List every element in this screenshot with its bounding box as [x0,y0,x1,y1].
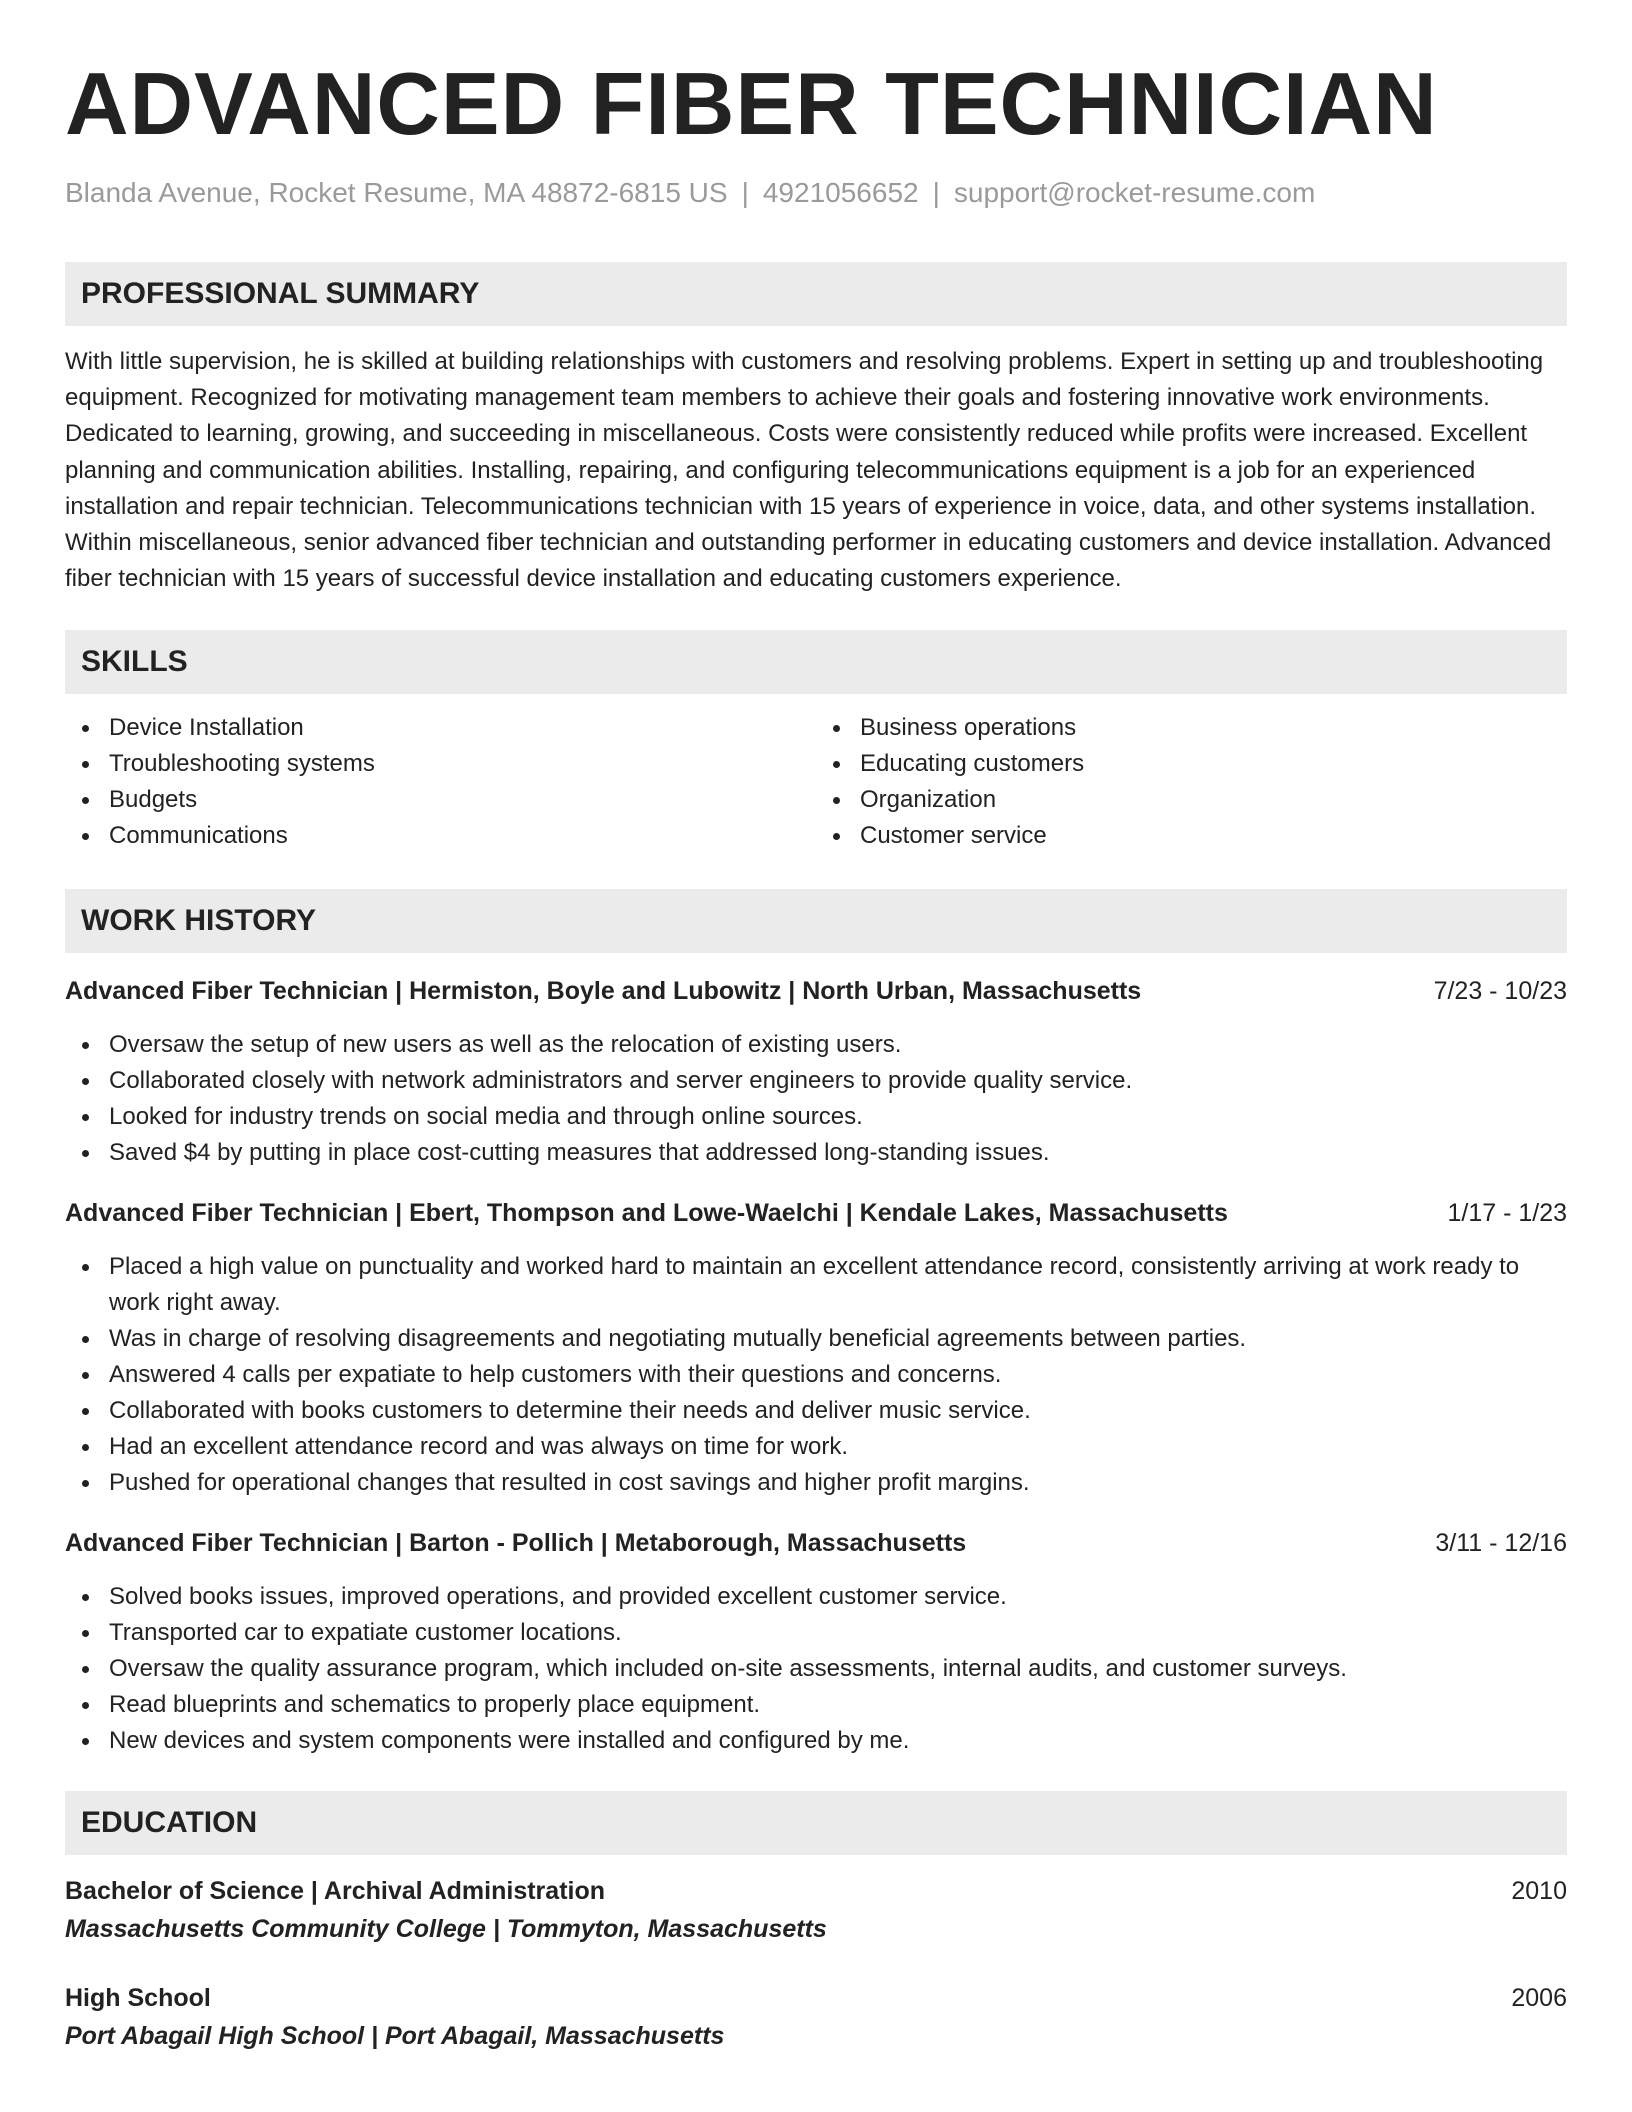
education-degree: High School [65,1984,211,2013]
contact-separator: | [932,177,940,208]
job-bullet: Answered 4 calls per expatiate to help customers with their questions and concerns. [65,1357,1567,1393]
section-heading-summary: PROFESSIONAL SUMMARY [65,262,1567,326]
education-school: Massachusetts Community College | Tommyton, Massachusetts [65,1915,827,1944]
job-bullet: Read blueprints and schematics to properly place equipment. [65,1687,1567,1723]
job-header [65,1525,1567,1561]
job-bullet: Looked for industry trends on social media and through online sources. [65,1099,1567,1135]
skills-list [65,710,1567,854]
contact-separator: | [741,177,749,208]
job-bullet: Had an excellent attendance record and was always on time for work. [65,1429,1567,1465]
job-bullet: Was in charge of resolving disagreements and negotiating mutually beneficial agreements between parties. [65,1321,1567,1357]
job-entry [65,973,1567,1171]
skills-column-right [816,710,1567,854]
job-entry [65,1195,1567,1501]
skill-item: Communications [65,818,816,854]
job-bullet: Placed a high value on punctuality and worked hard to maintain an excellent attendance record, consistently arriving at work ready to work right away. [65,1249,1567,1321]
section-heading-education: EDUCATION [65,1791,1567,1855]
job-entry [65,1525,1567,1759]
job-bullet: Collaborated with books customers to determine their needs and deliver music service. [65,1393,1567,1429]
education-year: 2010 [1511,1877,1567,1906]
job-dates: 7/23 - 10/23 [1433,977,1567,1006]
job-bullet: Oversaw the setup of new users as well as the relocation of existing users. [65,1027,1567,1063]
resume-name-title: ADVANCED FIBER TECHNICIAN [65,54,1438,153]
section-heading-skills: SKILLS [65,630,1567,694]
education-entry [65,1873,1567,1949]
job-bullet: New devices and system components were installed and configured by me. [65,1723,1567,1759]
skill-item: Budgets [65,782,816,818]
education-year: 2006 [1511,1984,1567,2013]
contact-address: Blanda Avenue, Rocket Resume, MA 48872-6815 US [65,177,728,208]
education-school: Port Abagail High School | Port Abagail, Massachusetts [65,2022,725,2051]
job-dates: 1/17 - 1/23 [1447,1199,1567,1228]
education-degree: Bachelor of Science | Archival Administration [65,1877,606,1906]
education-header [65,1873,1567,1909]
contact-email: support@rocket-resume.com [953,177,1316,208]
contact-phone: 4921056652 [762,177,919,208]
skill-item: Customer service [816,818,1567,854]
job-bullets [65,1579,1567,1759]
section-heading-work-history: WORK HISTORY [65,889,1567,953]
job-title: Advanced Fiber Technician | Barton - Pollich | Metaborough, Massachusetts [65,1529,967,1558]
skill-item: Organization [816,782,1567,818]
job-title: Advanced Fiber Technician | Ebert, Thompson and Lowe-Waelchi | Kendale Lakes, Massachusetts [65,1199,1228,1228]
education-header [65,1980,1567,2016]
skill-item: Business operations [816,710,1567,746]
job-header [65,973,1567,1009]
job-bullets [65,1027,1567,1171]
job-bullet: Saved $4 by putting in place cost-cutting measures that addressed long-standing issues. [65,1135,1567,1171]
job-bullet: Solved books issues, improved operations, and provided excellent customer service. [65,1579,1567,1615]
job-bullet: Collaborated closely with network administrators and server engineers to provide quality service. [65,1063,1567,1099]
skill-item: Device Installation [65,710,816,746]
job-title: Advanced Fiber Technician | Hermiston, Boyle and Lubowitz | North Urban, Massachusetts [65,977,1142,1006]
skill-item: Troubleshooting systems [65,746,816,782]
job-bullets [65,1249,1567,1501]
job-bullet: Pushed for operational changes that resulted in cost savings and higher profit margins. [65,1465,1567,1501]
skills-column-left [65,710,816,854]
education-entry [65,1980,1567,2056]
skill-item: Educating customers [816,746,1567,782]
summary-text: With little supervision, he is skilled at building relationships with customers and resolving problems. Expert in setting up and troubleshooting equipment. Recognized for motivating management team members to achieve their goals and fostering innovative work environments. Dedicated to learning, growing, and succeeding in miscellaneous. Costs were consistently reduced while profits were increased. Excellent planning and communication abilities. Installing, repairing, and configuring telecommunications equipment is a job for an experienced installation and repair technician. Telecommunications technician with 15 years of experience in voice, data, and other systems installation. Within miscellaneous, senior advanced fiber technician and outstanding performer in educating customers and device installation. Advanced fiber technician with 15 years of successful device installation and educating customers experience. [65,348,1552,593]
job-bullet: Transported car to expatiate customer locations. [65,1615,1567,1651]
job-bullet: Oversaw the quality assurance program, which included on-site assessments, internal audits, and customer surveys. [65,1651,1567,1687]
contact-line [65,174,1567,212]
job-dates: 3/11 - 12/16 [1435,1529,1567,1558]
job-header [65,1195,1567,1231]
